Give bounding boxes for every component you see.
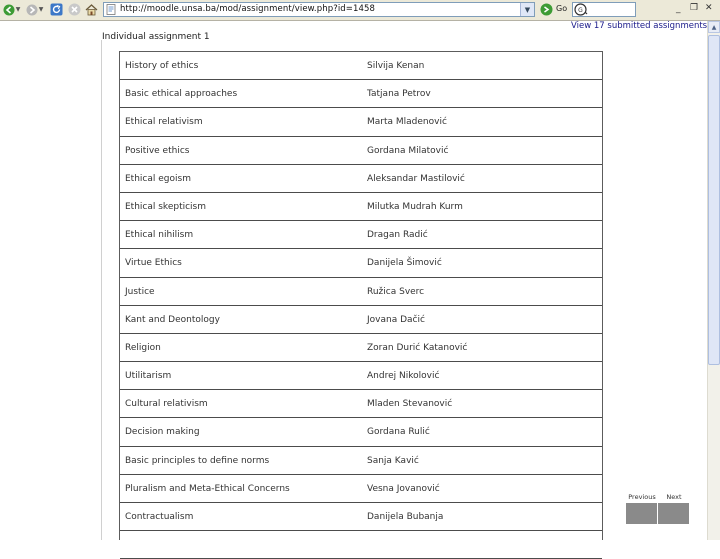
next-label: Next [658,493,690,502]
author-cell: Danijela Bubanja [367,512,444,522]
topic-cell: Ethical nihilism [125,230,194,241]
topic-cell: Ethical skepticism [125,201,207,212]
forward-dropdown-icon[interactable]: ▼ [38,6,44,13]
go-arrow-icon[interactable] [540,3,553,16]
search-engine-icon[interactable] [574,3,588,16]
author-cell: Aleksandar Mastilović [367,173,465,184]
table-row [120,221,602,249]
table-row [120,137,602,165]
previous-nav[interactable] [626,493,658,524]
previous-label: Previous [626,493,658,502]
table-row [120,334,602,362]
author-cell: Tatjana Petrov [367,89,431,100]
author-cell: Silvija Kenan [367,61,425,71]
view-submissions-link[interactable]: View 17 submitted assignments [571,21,708,31]
topic-cell: History of ethics [125,61,199,71]
author-cell: Sanja Kavić [367,455,419,466]
back-dropdown-icon[interactable]: ▼ [15,6,21,13]
content-frame-border [101,40,102,540]
svg-text:G: G [578,7,583,14]
topic-cell: Religion [125,342,161,353]
address-bar[interactable] [103,2,535,17]
author-cell: Andrej Nikolović [367,371,440,382]
table-row [120,52,602,80]
home-icon[interactable] [85,2,98,17]
back-arrow-icon[interactable] [3,2,15,17]
search-input[interactable] [572,2,636,17]
next-nav[interactable] [658,493,690,524]
topic-cell: Utilitarism [125,371,172,382]
topic-cell: Justice [125,286,155,297]
table-row [120,249,602,277]
author-cell: Danijela Šimović [367,258,442,269]
topic-cell: Kant and Deontology [125,314,220,325]
topic-cell: Contractualism [125,512,194,522]
author-cell: Gordana Rulić [367,427,430,438]
page-icon [106,4,117,15]
table-row [120,362,602,390]
table-row [120,503,602,531]
author-cell: Marta Mladenović [367,117,447,128]
topic-cell: Positive ethics [125,145,190,156]
author-cell: Gordana Milatović [367,145,449,156]
table-row [120,475,602,503]
topic-cell: Basic ethical approaches [125,89,238,100]
next-button[interactable] [658,503,689,524]
scroll-up-icon[interactable]: ▲ [708,21,720,33]
author-cell: Vesna Jovanović [367,483,440,494]
maximize-icon[interactable]: ❐ [690,3,699,13]
table-row [120,193,602,221]
author-cell: Dragan Radić [367,230,428,241]
topic-cell: Basic principles to define norms [125,455,270,466]
author-cell: Mladen Stevanović [367,399,453,410]
minimize-icon[interactable]: _ [676,4,681,14]
refresh-icon[interactable] [50,2,63,17]
stop-icon[interactable] [68,2,81,17]
table-row [120,108,602,136]
author-cell: Milutka Mudrah Kurm [367,201,463,212]
table-row [120,278,602,306]
topic-cell: Ethical relativism [125,117,203,128]
browser-toolbar [0,0,720,21]
author-cell: Zoran Durić Katanović [367,342,468,353]
author-cell: Ružica Sverc [367,286,425,297]
topic-cell: Ethical egoism [125,173,191,184]
table-row [120,531,602,559]
address-dropdown-icon[interactable]: ▼ [520,3,534,16]
table-row [120,306,602,334]
page-title: Individual assignment 1 [102,32,210,42]
topic-cell: Pluralism and Meta-Ethical Concerns [125,483,290,494]
topic-cell: Decision making [125,427,200,438]
table-row [120,390,602,418]
table-row [120,447,602,475]
table-row [120,418,602,446]
forward-arrow-icon[interactable] [26,2,38,17]
previous-button[interactable] [626,503,657,524]
vertical-scrollbar[interactable] [707,21,720,540]
close-icon[interactable]: ✕ [705,3,713,13]
assignment-table [119,51,603,540]
topic-cell: Cultural relativism [125,399,208,410]
scroll-thumb[interactable] [708,35,720,365]
table-row [120,165,602,193]
address-url: http://moodle.unsa.ba/mod/assignment/view.php?id=1458 [120,4,376,14]
go-button[interactable]: Go [556,4,568,13]
topic-cell: Virtue Ethics [125,258,182,269]
table-row [120,80,602,108]
author-cell: Jovana Dačić [367,314,425,325]
